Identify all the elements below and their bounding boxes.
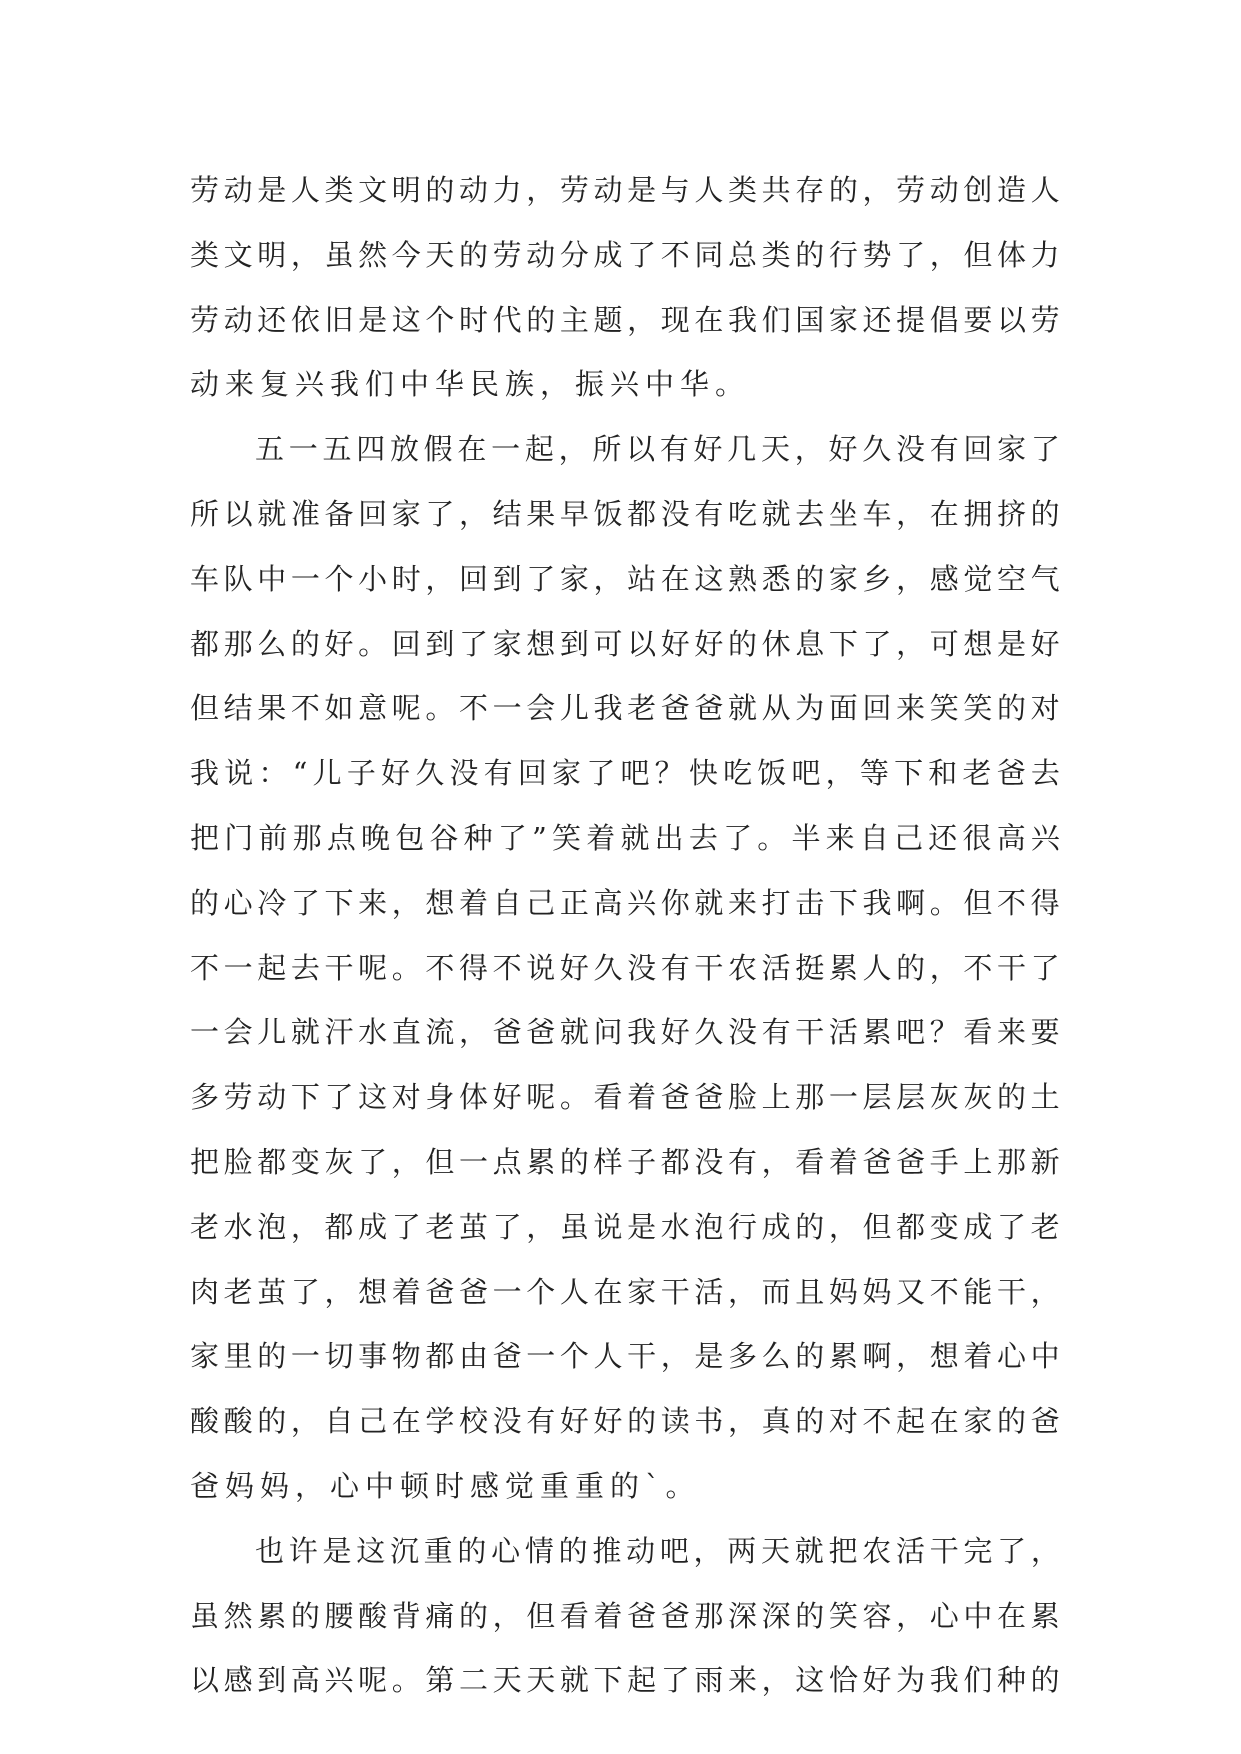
text-line: 老 水 泡 ， 都 成 了 老 茧 了 ， 虽 说 是 水 泡 行 成 的 ， 但 都 变 成 了 老 xyxy=(190,1209,1060,1244)
text-line: 一 会 儿 就 汗 水 直 流 ， 爸 爸 就 问 我 好 久 没 有 干 活 累 吧 ？ 看 来 要 xyxy=(190,1015,1060,1050)
text-line: 我 说 ： “ 儿 子 好 久 没 有 回 家 了 吧 ？ 快 吃 饭 吧 ， 等 下 和 老 爸 去 xyxy=(190,756,1060,791)
text-line: 所 以 就 准 备 回 家 了 ， 结 果 早 饭 都 没 有 吃 就 去 坐 车 ， 在 拥 挤 的 xyxy=(190,496,1060,531)
text-line: 车 队 中 一 个 小 时 ， 回 到 了 家 ， 站 在 这 熟 悉 的 家 乡 ， 感 觉 空 气 xyxy=(190,561,1060,596)
text-line: 动来复兴我们中华民族，振兴中华。 xyxy=(190,367,751,402)
text-line: 的 心 冷 了 下 来 ， 想 着 自 己 正 高 兴 你 就 来 打 击 下 我 啊 。 但 不 得 xyxy=(190,885,1060,920)
text-line: 爸妈妈，心中顿时感觉重重的`。 xyxy=(190,1468,701,1503)
text-line: 劳 动 是 人 类 文 明 的 动 力 ， 劳 动 是 与 人 类 共 存 的 ， 劳 动 创 造 人 xyxy=(190,173,1060,207)
text-line: 多 劳 动 下 了 这 对 身 体 好 呢 。 看 着 爸 爸 脸 上 那 一 层 层 灰 灰 的 土 xyxy=(190,1080,1060,1115)
text-line: 以 感 到 高 兴 呢 。 第 二 天 天 就 下 起 了 雨 来 ， 这 恰 好 为 我 们 种 的 xyxy=(190,1663,1060,1698)
text-line: 酸 酸 的 ， 自 己 在 学 校 没 有 好 好 的 读 书 ， 真 的 对 不 起 在 家 的 爸 xyxy=(190,1404,1060,1439)
text-line: 虽 然 累 的 腰 酸 背 痛 的 ， 但 看 着 爸 爸 那 深 深 的 笑 容 ， 心 中 在 累 xyxy=(190,1598,1060,1633)
text-line: 五 一 五 四 放 假 在 一 起 ， 所 以 有 好 几 天 ， 好 久 没 有 回 家 了 xyxy=(255,432,1060,467)
text-line: 把 门 前 那 点 晚 包 谷 种 了 ” 笑 着 就 出 去 了 。 半 来 自 己 还 很 高 兴 xyxy=(190,820,1060,855)
body-text xyxy=(190,158,1060,1713)
text-line: 把 脸 都 变 灰 了 ， 但 一 点 累 的 样 子 都 没 有 ， 看 着 爸 爸 手 上 那 新 xyxy=(190,1144,1060,1179)
text-line: 不 一 起 去 干 呢 。 不 得 不 说 好 久 没 有 干 农 活 挺 累 人 的 ， 不 干 了 xyxy=(190,950,1060,985)
text-line: 都 那 么 的 好 。 回 到 了 家 想 到 可 以 好 好 的 休 息 下 了 ， 可 想 是 好 xyxy=(190,626,1060,661)
text-line: 但 结 果 不 如 意 呢 。 不 一 会 儿 我 老 爸 爸 就 从 为 面 回 来 笑 笑 的 对 xyxy=(190,691,1060,726)
text-line: 也 许 是 这 沉 重 的 心 情 的 推 动 吧 ， 两 天 就 把 农 活 干 完 了 ， xyxy=(255,1533,1060,1568)
text-line: 肉 老 茧 了 ， 想 着 爸 爸 一 个 人 在 家 干 活 ， 而 且 妈 妈 又 不 能 干 ， xyxy=(190,1274,1060,1309)
text-line: 类 文 明 ， 虽 然 今 天 的 劳 动 分 成 了 不 同 总 类 的 行 势 了 ， 但 体 力 xyxy=(190,237,1060,272)
text-line: 家 里 的 一 切 事 物 都 由 爸 一 个 人 干 ， 是 多 么 的 累 啊 ， 想 着 心 中 xyxy=(190,1339,1060,1374)
text-line: 劳 动 还 依 旧 是 这 个 时 代 的 主 题 ， 现 在 我 们 国 家 还 提 倡 要 以 劳 xyxy=(190,302,1060,337)
